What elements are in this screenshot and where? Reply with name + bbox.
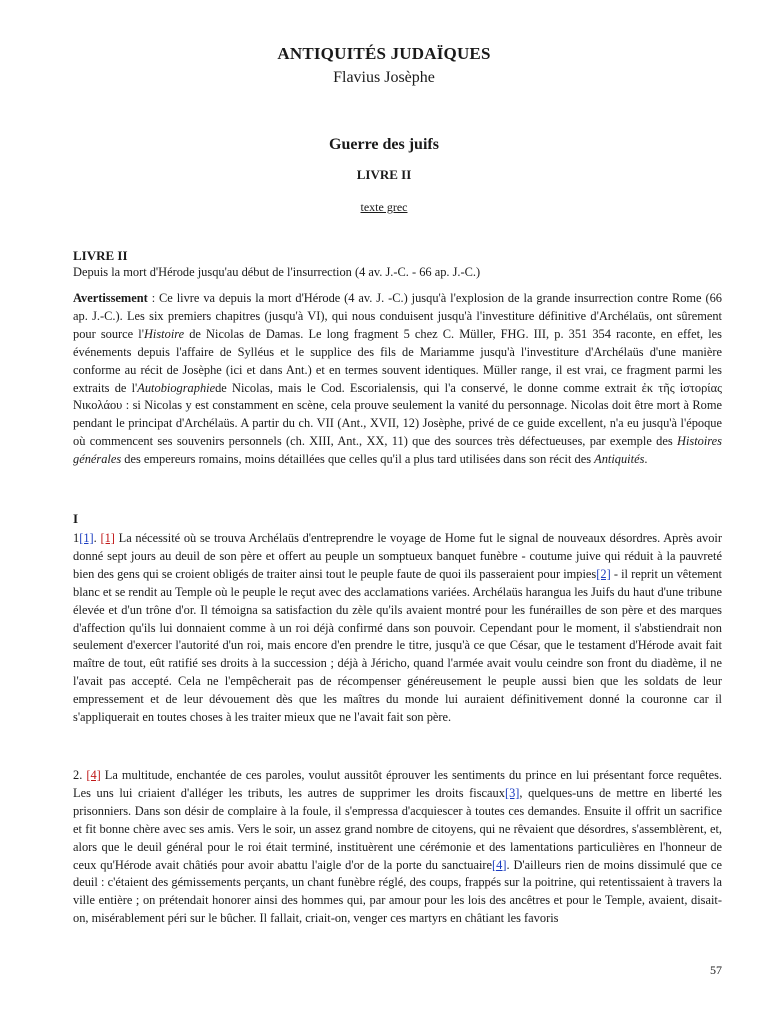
footnote-link[interactable]: [2] [596, 566, 611, 581]
text-run: . [93, 531, 101, 545]
text-run: de Nicolas, mais le Cod. Escorialensis, qui l'a conservé, le donne comme extrait ἐκ τῆς ἱστορίας Νικολάου : si Nicolas y est constamment en scène, cela prouve seulement la vanité du personnage. Nicolas doit être mort à Rome pendant le principat d'Archélaüs. A partir du ch. VII (Ant., XVII, 12) Josèphe, privé de ce guide excellent, n'a eu jusqu'à l'époque où commencent ses souvenirs personnels (ch. XIII, Ant., XX, 11) que des sources très défectueuses, par exemple des [73, 380, 722, 449]
book-title: ANTIQUITÉS JUDAÏQUES [277, 44, 491, 63]
paragraph-number: 2. [73, 768, 87, 782]
chapter-numeral: I [73, 511, 79, 526]
footnote-link[interactable]: [4] [492, 857, 507, 872]
paragraph-1 [73, 530, 722, 727]
greek-text-link-row [0, 200, 768, 215]
avertissement-label: Avertissement [73, 291, 148, 305]
greek-text-link[interactable]: texte grec [360, 200, 408, 214]
paragraph-2 [73, 767, 722, 928]
book-number: LIVRE II [356, 167, 412, 182]
avertissement-paragraph [73, 290, 722, 469]
footnote-link[interactable]: [3] [504, 785, 520, 800]
footnote-link[interactable]: [4] [86, 768, 101, 782]
section-summary: Depuis la mort d'Hérode jusqu'au début de l'insurrection (4 av. J.-C. - 66 ap. J.-C.) [73, 265, 481, 279]
text-run: : Ce livre va depuis la mort d'Hérode (4 av. J. -C.) jusqu'à l'explosion de la grande insurrection contre Rome (66 ap. J.-C.). Les six premiers chapitres (jusqu'à VI), qui nous conduisent jusqu'à l'investiture définitive d'Archélaüs, ont sûrement pour source l' [73, 291, 722, 341]
paragraph-number: 1 [73, 531, 80, 545]
text-run: . [644, 452, 648, 467]
author-name: Flavius Josèphe [333, 69, 435, 86]
text-run: La nécessité où se trouva Archélaüs d'entreprendre le voyage de Home fut le signal de nouveaux désordres. Après avoir donné sept jours au deuil de son père et offert au peuple un somptueux banquet funèbre - coutume juive qui réduit à la pauvreté bien des gens qui se croient obligés de traiter ainsi tout le peuple faute de quoi ils passeraient pour impies [73, 531, 722, 581]
footnote-link[interactable]: [1] [79, 531, 94, 545]
work-subtitle: Guerre des juifs [329, 136, 439, 153]
text-run: . D'ailleurs rien de moins dissimulé que ce deuil : c'étaient des gémissements perçants, un chant funèbre réglé, des coups, frappés sur la poitrine, qui retentissaient à travers la ville entière ; on prétendait honorer ainsi des hommes qui, par amour pour les lois des ancêtres et pour le Temple, avaient, disait-on, misérablement péri sur le bûcher. Il fallait, criait-on, venger ces martyrs en châtiant les favoris [73, 857, 722, 926]
section-heading: LIVRE II [73, 248, 128, 263]
italic-run: Histoires générales [73, 434, 722, 467]
text-run: des empereurs romains, moins détaillées que celles qu'il a plus tard utilisées dans son récit des [121, 452, 595, 467]
italic-run: Antiquités [594, 452, 645, 467]
text-run: de Nicolas de Damas. Le long fragment 5 chez C. Müller, FHG. III, p. 351 354 raconte, en effet, les événements depuis l'affaire de Sylléus et le supplice des fils de Mariamme jusqu'à l'investiture d'Archélaüs d'une manière conforme au récit de Josèphe (ici et dans Ant.) et en termes souvent identiques. Müller range, il est vrai, ce fragment parmi les extraits de l' [73, 326, 722, 395]
text-run: , quelques-uns de mettre en liberté les prisonniers. Dans son désir de complaire à la foule, il s'empressa d'acquiescer à toutes ces demandes. Ensuite il offrit un sacrifice et fit bonne chère avec ses amis. Vers le soir, un assez grand nombre de citoyens, qui ne rêvaient que désordres, s'assemblèrent, et, alors que le deuil général pour le roi était terminé, instituèrent une cérémonie et des lamentations particulières en l'honneur de ceux qu'Hérode avait châtiés pour avoir abattu l'aigle d'or de la porte du sanctuaire [73, 785, 722, 872]
italic-run: Histoire [143, 326, 185, 341]
text-run: - il reprit un vêtement blanc et se rendit au Temple où le peuple le reçut avec des acclamations variées. Archélaüs harangua les Juifs du haut d'une tribune élevée et d'un trône d'or. Il témoigna sa satisfaction du zèle qu'ils avaient montré pour les funérailles de son père et des marques d'affection qu'ils lui donnaient comme à un roi déjà confirmé dans son pouvoir. Cependant pour le moment, il s'abstiendrait non seulement d'exercer l'autorité d'un roi, mais encore d'en prendre le titre, jusqu'à ce que César, que le testament d'Hérode avait fait maître de tout, eût ratifié ses droits à la succession ; déjà à Jéricho, quand l'armée avait voulu ceindre son front du diadème, il ne l'avait pas accepté. Cela ne l'empêcherait pas de récompenser généreusement le peuple aussi bien que les soldats de leur empressement et de leur dévouement dès que les maîtres du monde lui auraient définitivement donné la couronne car il s'appliquerait en toutes choses à les traiter mieux que ne l'avait fait son père. [73, 566, 722, 725]
italic-run: Autobiographie [137, 380, 216, 395]
footnote-link[interactable]: [1] [100, 531, 115, 545]
text-run: La multitude, enchantée de ces paroles, voulut aussitôt éprouver les sentiments du prince en lui présentant force requêtes. Les uns lui criaient d'alléger les tributs, les autres de supprimer les droits fiscaux [73, 768, 723, 800]
page-number: 57 [710, 963, 722, 977]
